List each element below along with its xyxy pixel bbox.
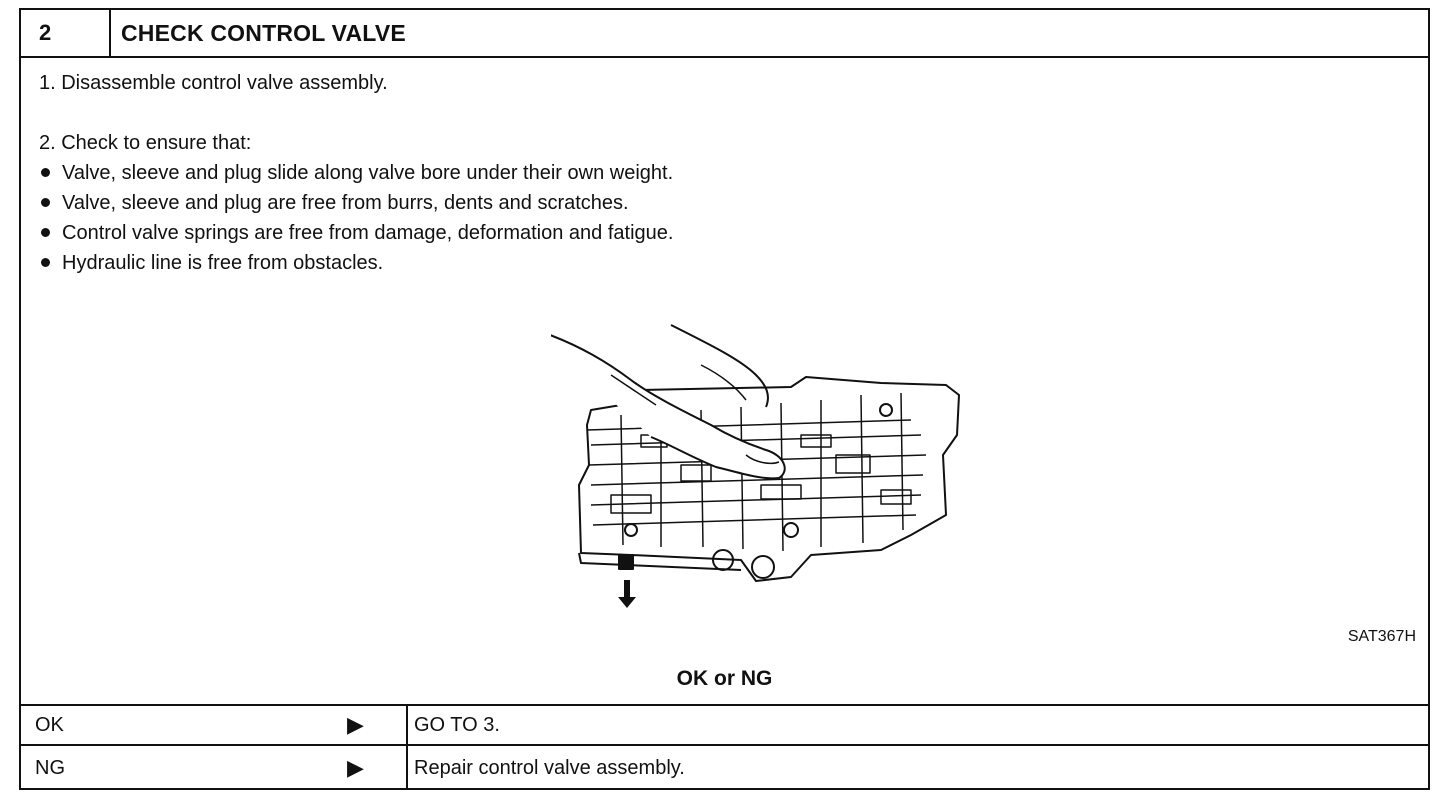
diagnostic-procedure-table xyxy=(19,8,1430,790)
instruction-step-2: 2. Check to ensure that: xyxy=(39,132,252,154)
result-row-ok xyxy=(21,704,1428,744)
check-item: Hydraulic line is free from obstacles. xyxy=(39,248,673,278)
step-header xyxy=(21,10,1428,58)
result-row-ng xyxy=(21,744,1428,790)
check-item: Valve, sleeve and plug slide along valve bore under their own weight. xyxy=(39,158,673,188)
bullet-icon xyxy=(41,198,50,207)
decision-question: OK or NG xyxy=(676,667,773,690)
step-title: CHECK CONTROL VALVE xyxy=(121,20,406,46)
check-item: Control valve springs are free from damage, deformation and fatigue. xyxy=(39,218,673,248)
instructions xyxy=(39,68,673,278)
instruction-step-1: 1. Disassemble control valve assembly. xyxy=(39,72,388,94)
right-arrow-icon: ▶ xyxy=(347,755,364,780)
step-number: 2 xyxy=(21,10,111,56)
bullet-icon xyxy=(41,168,50,177)
result-label: OK xyxy=(35,714,64,736)
result-action: Repair control valve assembly. xyxy=(414,757,685,779)
bullet-icon xyxy=(41,258,50,267)
control-valve-hand-illustration xyxy=(551,315,981,615)
result-label: NG xyxy=(35,757,65,779)
bullet-icon xyxy=(41,228,50,237)
result-action: GO TO 3. xyxy=(414,714,500,736)
check-item: Valve, sleeve and plug are free from burrs, dents and scratches. xyxy=(39,188,673,218)
right-arrow-icon: ▶ xyxy=(347,712,364,737)
figure-code: SAT367H xyxy=(1347,628,1416,645)
